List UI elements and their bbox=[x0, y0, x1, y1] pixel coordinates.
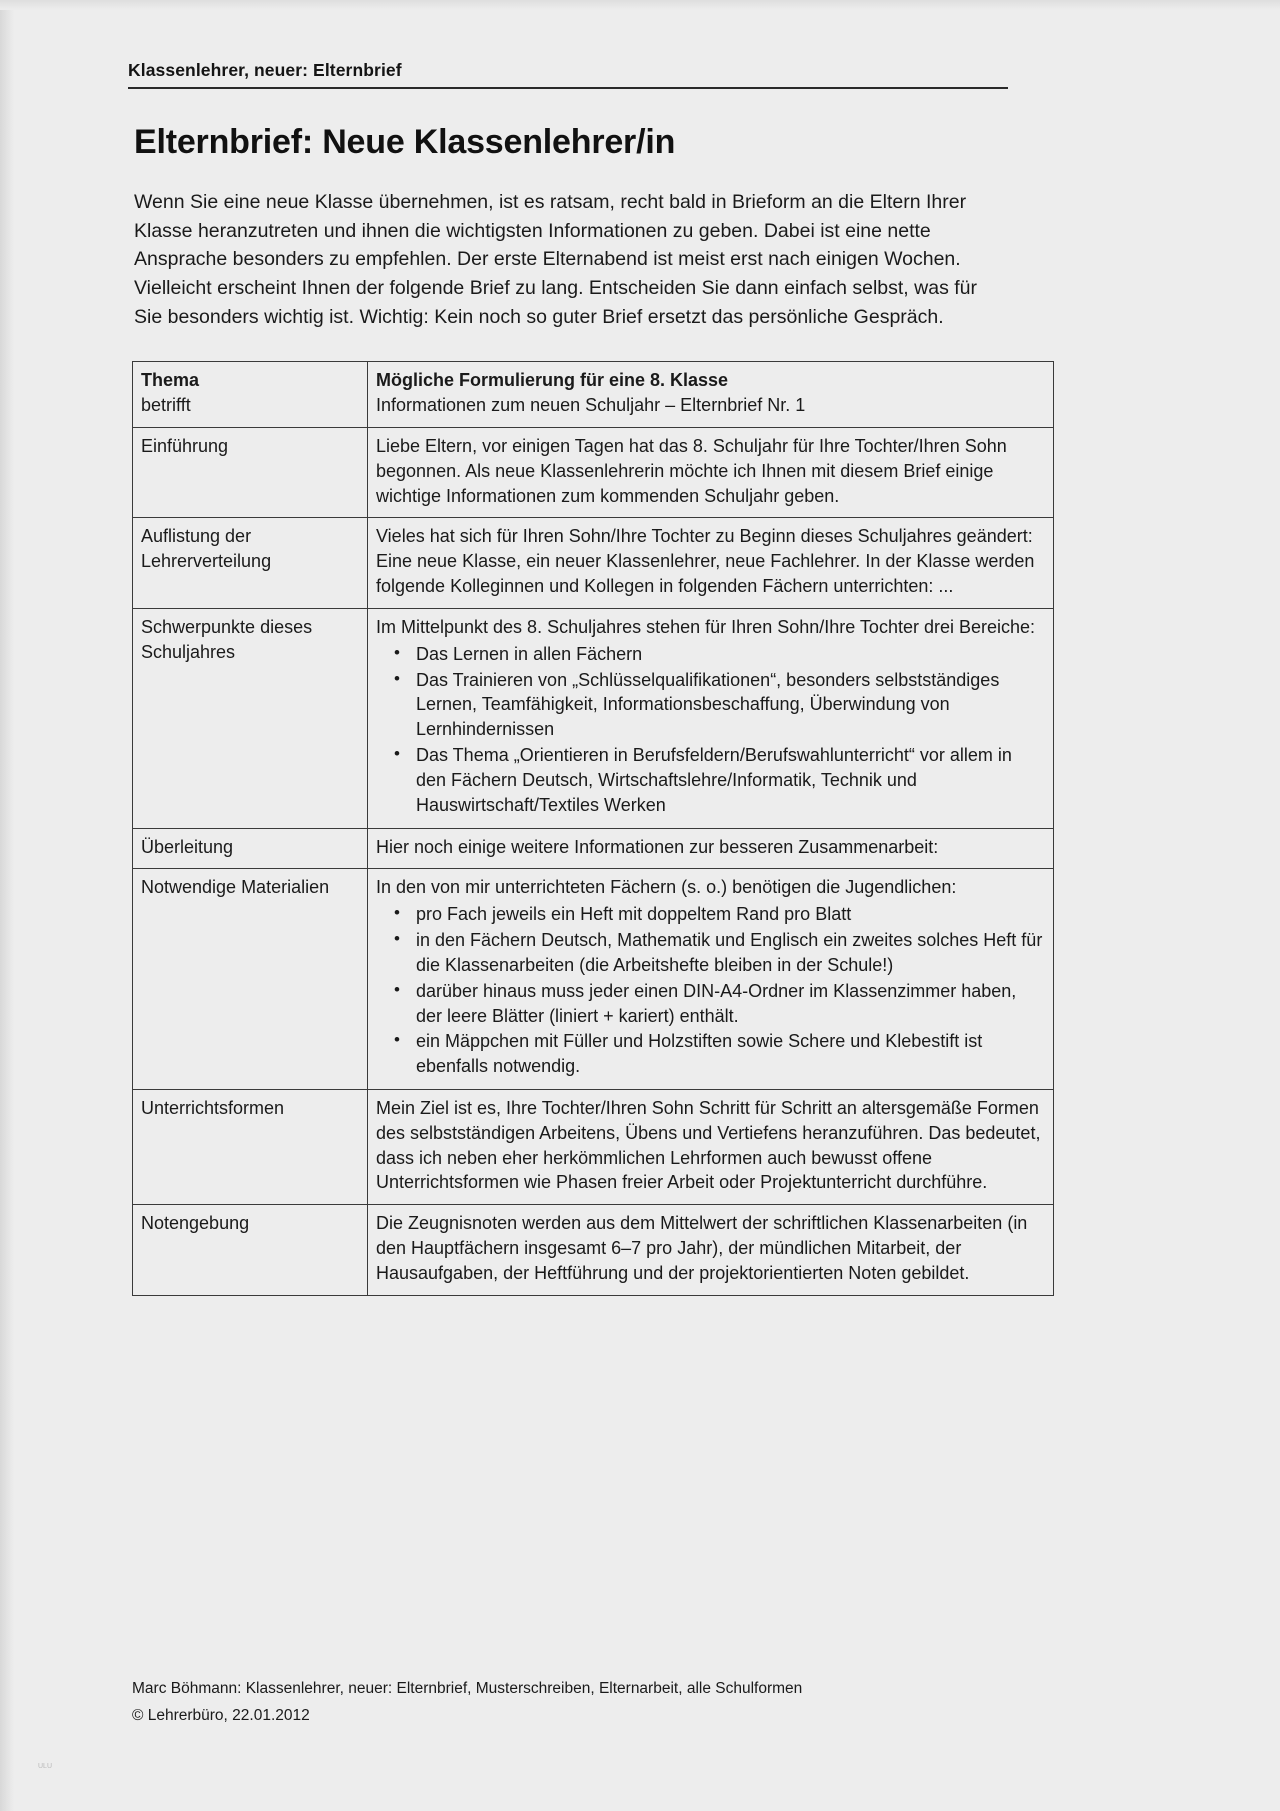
content-table bbox=[132, 361, 1054, 1296]
row-text: Im Mittelpunkt des 8. Schuljahres stehen für Ihren Sohn/Ihre Tochter drei Bereiche: bbox=[376, 616, 1036, 637]
page-edge-shadow-top bbox=[0, 0, 1280, 10]
row-text-cell bbox=[368, 828, 1054, 869]
row-bullet-list bbox=[376, 642, 1045, 818]
row-text-cell bbox=[368, 608, 1054, 828]
footer-source: Marc Böhmann: Klassenlehrer, neuer: Elternbrief, Musterschreiben, Elternarbeit, alle Schulformen bbox=[132, 1680, 803, 1697]
footer-copyright: © Lehrerbüro, 22.01.2012 bbox=[132, 1707, 310, 1725]
page-title: Elternbrief: Neue Klassenlehrer/in bbox=[134, 123, 676, 161]
table-header-row bbox=[133, 362, 1054, 428]
row-text: Liebe Eltern, vor einigen Tagen hat das 8. Schuljahr für Ihre Tochter/Ihren Sohn begonnen. Als neue Klassenlehrerin möchte ich Ihnen mit diesem Brief einige wichtige Informationen zum kommenden Schuljahr geben. bbox=[376, 435, 1007, 506]
intro-paragraph: Wenn Sie eine neue Klasse übernehmen, ist es ratsam, recht bald in Brieform an die Eltern Ihrer Klasse heranzutreten und ihnen die wichtigsten Informationen zu geben. Dabei ist eine nette Ansprache besonders zu empfehlen. Der erste Elternabend ist meist erst nach einigen Wochen. Vielleicht erscheint Ihnen der folgende Brief zu lang. Entscheiden Sie dann einfach selbst, was für Sie besonders wichtig ist. Wichtig: Kein noch so guter Brief ersetzt das persönliche Gespräch. bbox=[134, 191, 977, 328]
row-text: Hier noch einige weitere Informationen zur besseren Zusammenarbeit: bbox=[376, 836, 939, 857]
row-topic: Notengebung bbox=[133, 1205, 368, 1295]
row-text-cell bbox=[368, 518, 1054, 608]
header-topic-line1: Thema bbox=[141, 370, 200, 391]
row-text-cell bbox=[368, 1089, 1054, 1204]
list-item: • pro Fach jeweils ein Heft mit doppeltem Rand pro Blatt bbox=[416, 902, 1045, 927]
list-item: • Das Thema „Orientieren in Berufsfeldern/Berufswahlunterricht“ vor allem in den Fächern Deutsch, Wirtschaftslehre/Informatik, Technik und Hauswirtschaft/Textiles Werken bbox=[416, 743, 1045, 817]
row-topic: Notwendige Materialien bbox=[133, 869, 368, 1090]
list-item: • darüber hinaus muss jeder einen DIN-A4-Ordner im Klassenzimmer haben, der leere Blätter (liniert + kariert) enthält. bbox=[416, 979, 1045, 1029]
table-header-topic-cell bbox=[133, 362, 368, 428]
row-topic: Auflistung der Lehrerverteilung bbox=[133, 518, 368, 608]
header-text-line1: Mögliche Formulierung für eine 8. Klasse bbox=[376, 370, 729, 391]
page-edge-shadow-left bbox=[0, 0, 14, 1811]
page-footer bbox=[132, 1677, 1032, 1728]
header-text-line2: Informationen zum neuen Schuljahr – Elternbrief Nr. 1 bbox=[376, 395, 806, 416]
row-text: Die Zeugnisnoten werden aus dem Mittelwert der schriftlichen Klassenarbeiten (in den Hauptfächern insgesamt 6–7 pro Jahr), der mündlichen Mitarbeit, der Hausaufgaben, der Heftführung und der projektorientierten Noten gebildet. bbox=[376, 1213, 1028, 1283]
document-content bbox=[128, 60, 1138, 1296]
corner-watermark: ULU bbox=[38, 1763, 53, 1770]
row-topic: Einführung bbox=[133, 427, 368, 517]
header-topic-line2: betrifft bbox=[141, 395, 191, 416]
list-item: • in den Fächern Deutsch, Mathematik und Englisch ein zweites solches Heft für die Klassenarbeiten (die Arbeitshefte bleiben in der Schule!) bbox=[416, 928, 1045, 978]
row-text: Vieles hat sich für Ihren Sohn/Ihre Tochter zu Beginn dieses Schuljahres geändert: Eine neue Klasse, ein neuer Klassenlehrer, neue Fachlehrer. In der Klasse werden folgende Kolleginnen und Kollegen in folgenden Fächern unterrichten: ... bbox=[376, 526, 1035, 597]
table-header-text-cell bbox=[368, 362, 1054, 428]
table-row bbox=[133, 828, 1054, 869]
list-item: • Das Lernen in allen Fächern bbox=[416, 642, 1045, 667]
table-row bbox=[133, 427, 1054, 517]
row-text: Mein Ziel ist es, Ihre Tochter/Ihren Sohn Schritt für Schritt an altersgemäße Formen des selbstständigen Arbeitens, Übens und Vertiefens heranzuführen. Das bedeutet, dass ich neben eher herkömmlichen Lehrformen auch bewusst offene Unterrichtsformen wie Phasen freier Arbeit oder Projektunterricht durchführe. bbox=[376, 1097, 1041, 1193]
row-topic: Unterrichtsformen bbox=[133, 1089, 368, 1204]
running-head: Klassenlehrer, neuer: Elternbrief bbox=[128, 60, 402, 80]
row-bullet-list bbox=[376, 902, 1045, 1079]
header-divider bbox=[128, 87, 1008, 89]
list-item: • ein Mäppchen mit Füller und Holzstiften sowie Schere und Klebestift ist ebenfalls notwendig. bbox=[416, 1029, 1045, 1079]
row-text: In den von mir unterrichteten Fächern (s. o.) benötigen die Jugendlichen: bbox=[376, 877, 957, 898]
table-row bbox=[133, 869, 1054, 1090]
row-topic: Schwerpunkte dieses Schuljahres bbox=[133, 608, 368, 828]
row-text-cell bbox=[368, 1205, 1054, 1295]
row-topic: Überleitung bbox=[133, 828, 368, 869]
table-row bbox=[133, 1205, 1054, 1295]
row-text-cell bbox=[368, 427, 1054, 517]
row-text-cell bbox=[368, 869, 1054, 1090]
table-row bbox=[133, 608, 1054, 828]
table-row bbox=[133, 1089, 1054, 1204]
list-item: • Das Trainieren von „Schlüsselqualifikationen“, besonders selbstständiges Lernen, Teamfähigkeit, Informationsbeschaffung, Überwindung von Lernhindernissen bbox=[416, 668, 1045, 742]
table-row bbox=[133, 518, 1054, 608]
